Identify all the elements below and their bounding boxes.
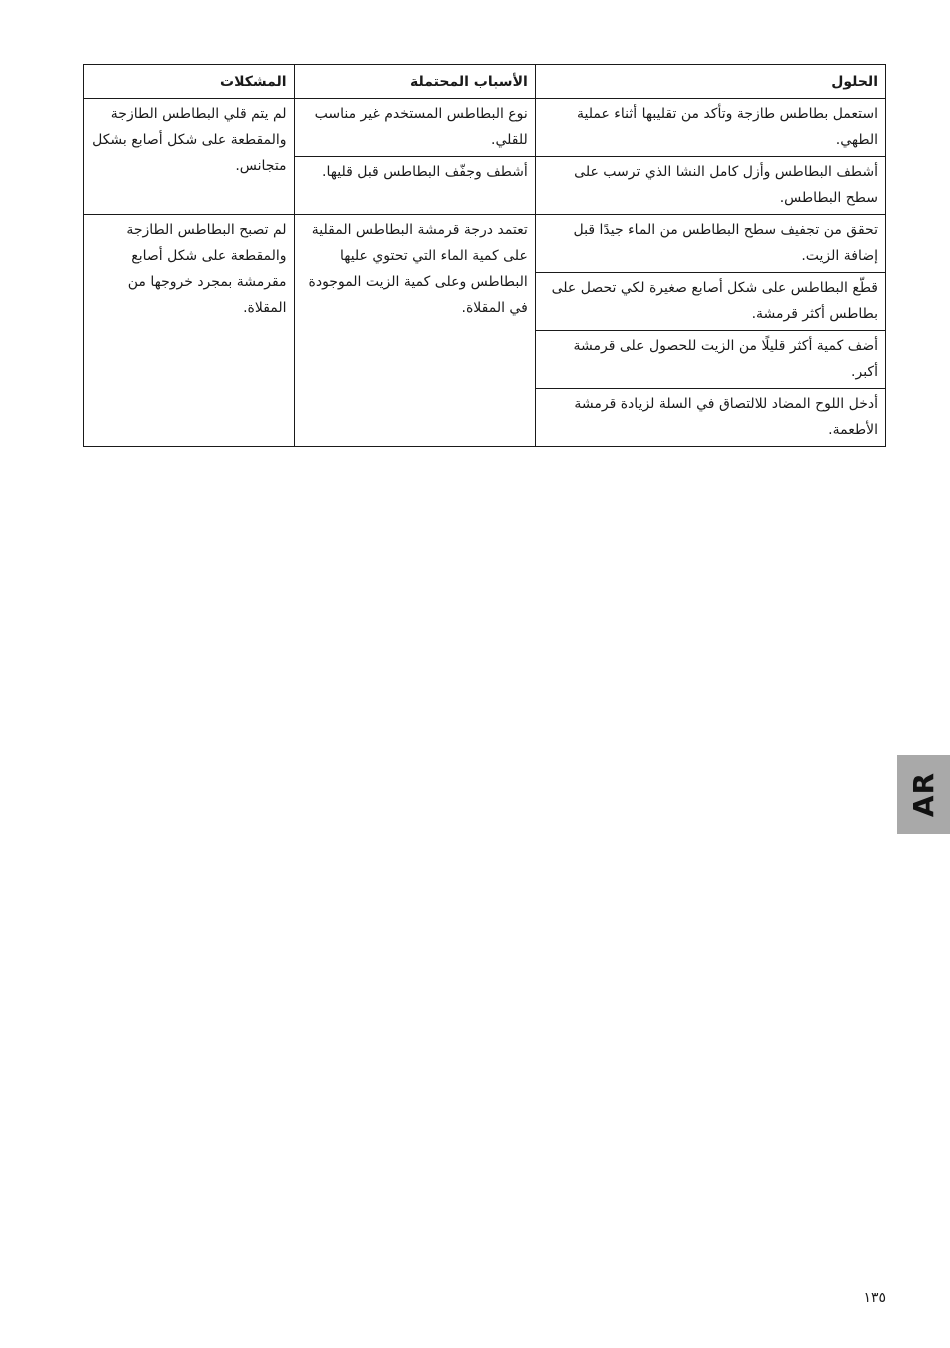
table-header-row bbox=[84, 65, 886, 99]
table-row bbox=[84, 99, 886, 157]
page-number: ١٣٥ bbox=[863, 1290, 886, 1306]
solution-cell: قطّع البطاطس على شكل أصابع صغيرة لكي تحصل على بطاطس أكثر قرمشة. bbox=[535, 273, 885, 331]
cause-cell: نوع البطاطس المستخدم غير مناسب للقلي. bbox=[294, 99, 535, 157]
problem-cell: لم تصبح البطاطس الطازجة والمقطعة على شكل أصابع مقرمشة بمجرد خروجها من المقلاة. bbox=[84, 215, 295, 447]
solution-cell: استعمل بطاطس طازجة وتأكد من تقليبها أثناء عملية الطهي. bbox=[535, 99, 885, 157]
header-causes: الأسباب المحتملة bbox=[294, 65, 535, 99]
solution-cell: أضف كمية أكثر قليلًا من الزيت للحصول على قرمشة أكبر. bbox=[535, 331, 885, 389]
table-row bbox=[84, 215, 886, 273]
language-tab-label: AR bbox=[906, 771, 940, 818]
header-problems: المشكلات bbox=[84, 65, 295, 99]
language-tab bbox=[897, 755, 950, 834]
solution-cell: تحقق من تجفيف سطح البطاطس من الماء جيدًا قبل إضافة الزيت. bbox=[535, 215, 885, 273]
problem-cell: لم يتم قلي البطاطس الطازجة والمقطعة على شكل أصابع بشكل متجانس. bbox=[84, 99, 295, 215]
troubleshooting-table bbox=[83, 64, 886, 447]
header-solutions: الحلول bbox=[535, 65, 885, 99]
cause-cell: تعتمد درجة قرمشة البطاطس المقلية على كمية الماء التي تحتوي عليها البطاطس وعلى كمية الزيت الموجودة في المقلاة. bbox=[294, 215, 535, 447]
solution-cell: أشطف البطاطس وأزل كامل النشا الذي ترسب على سطح البطاطس. bbox=[535, 157, 885, 215]
cause-cell: أشطف وجفّف البطاطس قبل قليها. bbox=[294, 157, 535, 215]
solution-cell: أدخل اللوح المضاد للالتصاق في السلة لزيادة قرمشة الأطعمة. bbox=[535, 389, 885, 447]
